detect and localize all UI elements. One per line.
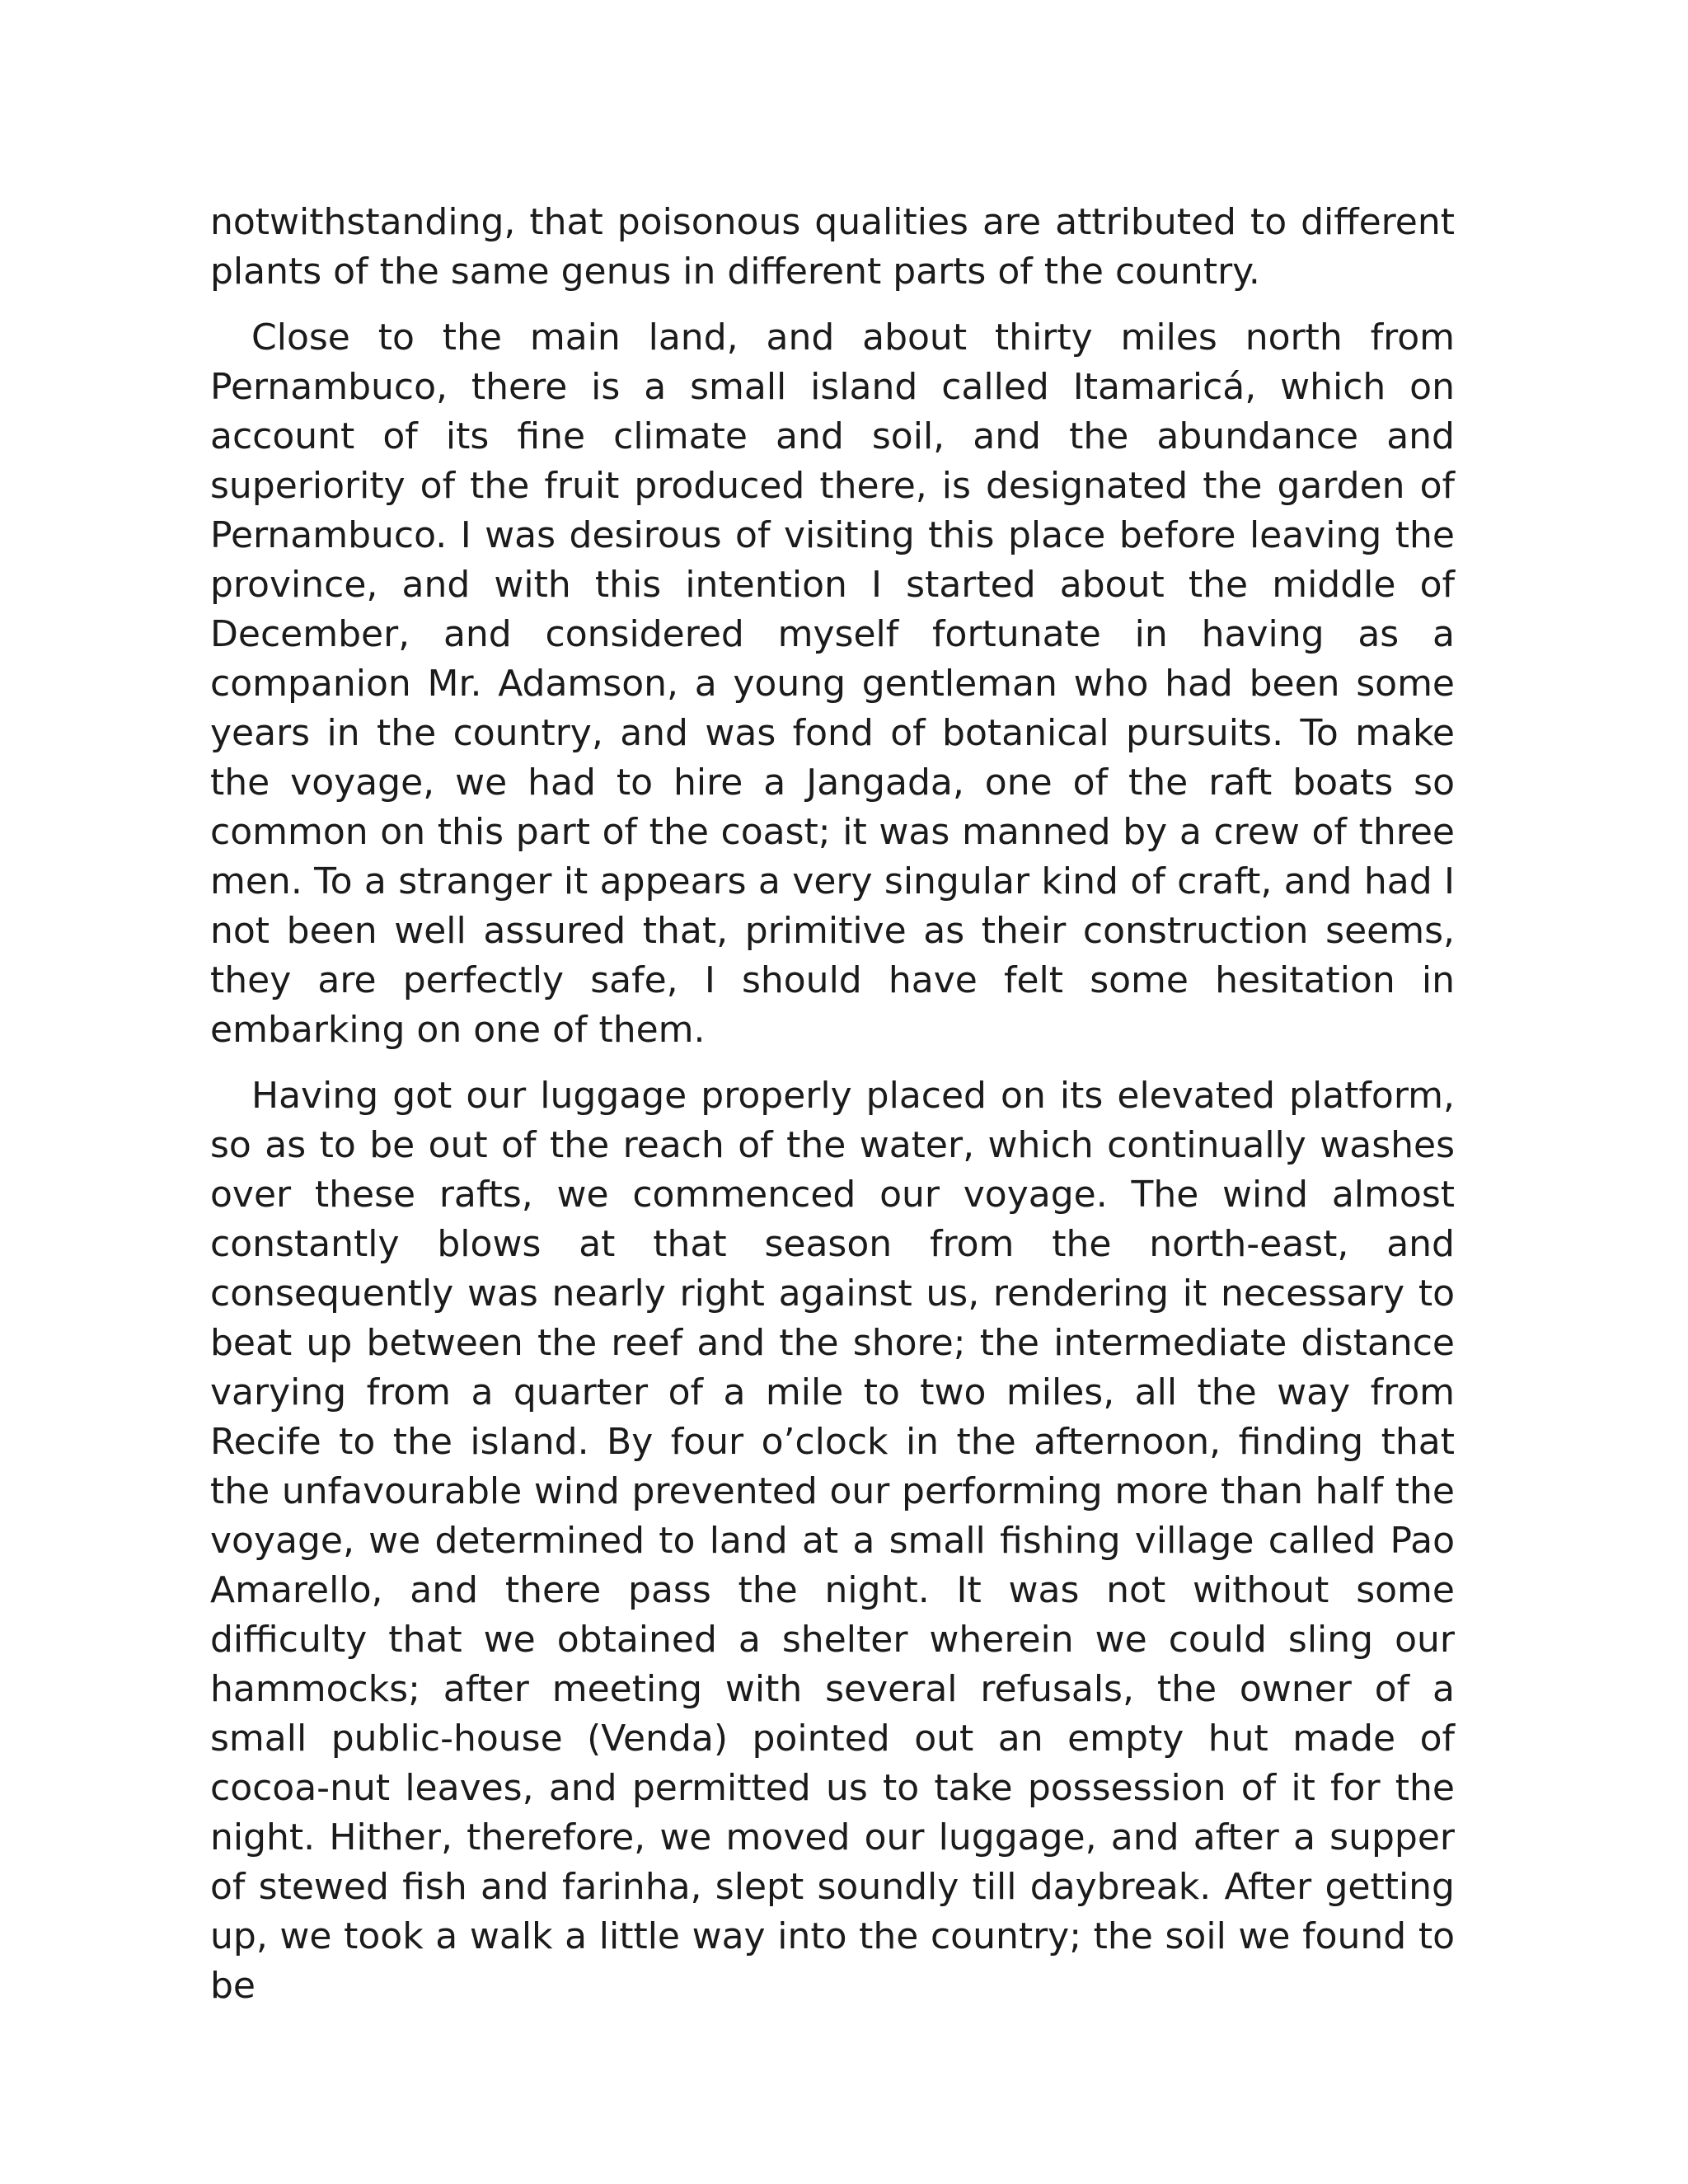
- paragraph-itamarica: Close to the main land, and about thirty miles north from Pernambuco, there is a small island called Itamaricá, which on account of its fine climate and soil, and the abundance and superiority of the fruit produced there, is designated the garden of Pernambuco. I was desirous of visiting this place before leaving the province, and with this intention I started about the middle of December, and considered myself fortunate in having as a companion Mr. Adamson, a young gentleman who had been some years in the country, and was fond of botanical pursuits. To make the voyage, we had to hire a Jangada, one of the raft boats so common on this part of the coast; it was manned by a crew of three men. To a stranger it appears a very singular kind of craft, and had I not been well assured that, primitive as their construction seems, they are perfectly safe, I should have felt some hesitation in embarking on one of them.: [210, 316, 1455, 1051]
- paragraph-continuation: notwithstanding, that poisonous qualities are attributed to different plants of the same genus in different parts of the country.: [210, 201, 1455, 293]
- page-body: [210, 198, 1455, 2011]
- paragraph-voyage: Having got our luggage properly placed on its elevated platform, so as to be out of the reach of the water, which continually washes over these rafts, we commenced our voyage. The wind almost constantly blows at that season from the north-east, and consequently was nearly right against us, rendering it necessary to beat up between the reef and the shore; the intermediate distance varying from a quarter of a mile to two miles, all the way from Recife to the island. By four o’clock in the afternoon, finding that the unfavourable wind prevented our performing more than half the voyage, we determined to land at a small fishing village called Pao Amarello, and there pass the night. It was not without some difficulty that we obtained a shelter wherein we could sling our hammocks; after meeting with several refusals, the owner of a small public-house (Venda) pointed out an empty hut made of cocoa-nut leaves, and permitted us to take possession of it for the night. Hither, therefore, we moved our luggage, and after a supper of stewed fish and farinha, slept soundly till daybreak. After getting up, we took a walk a little way into the country; the soil we found to be: [210, 1075, 1455, 2007]
